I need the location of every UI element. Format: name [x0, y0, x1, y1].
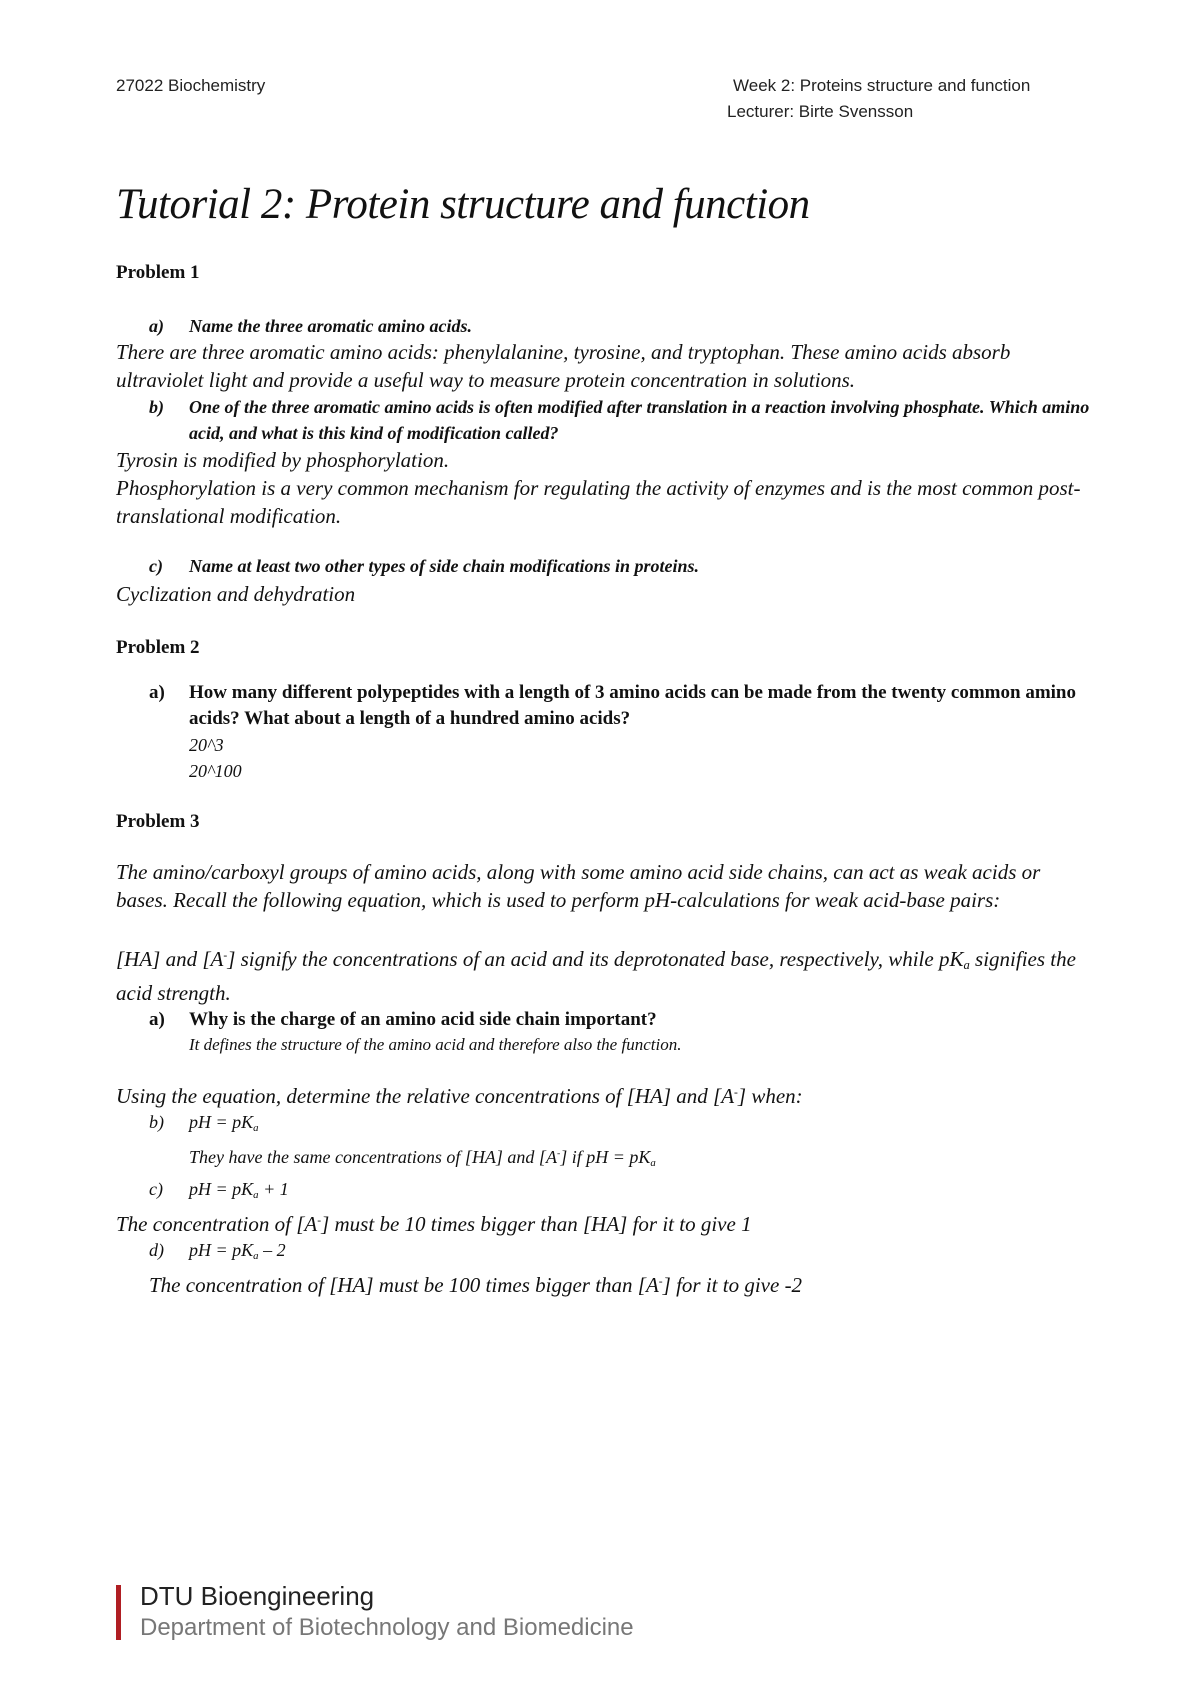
- problem-2-a-answer-1: 20^3: [189, 735, 224, 755]
- item-label: a): [149, 316, 164, 336]
- problem-1-a-answer: There are three aromatic amino acids: phenylalanine, tyrosine, and tryptophan. These amino acids absorb ultraviolet light and provide a useful way to measure protein concentration in solutions.: [116, 340, 1011, 392]
- problem-3-definitions: [HA] and [A-] signify the concentrations of an acid and its deprotonated base, respectively, while $pK_a$ signifies the acid strength.: [116, 947, 1076, 1005]
- problem-2-heading: Problem 2: [116, 637, 200, 658]
- problem-1-c-question: [116, 552, 1096, 580]
- problem-1-b-question: [116, 394, 1096, 446]
- problem-3-d-answer: The concentration of [HA] must be 100 times bigger than [A-] for it to give -2: [149, 1273, 803, 1297]
- problem-2-a-answer-2: 20^100: [189, 761, 242, 781]
- item-label: c): [149, 1179, 163, 1199]
- problem-1-b-answer-2: Phosphorylation is a very common mechanism for regulating the activity of enzymes and is the most common post-translational modification.: [116, 476, 1081, 528]
- problem-3-a-question: [116, 1007, 1096, 1033]
- problem-2-a-question: [116, 680, 1096, 732]
- question-text: One of the three aromatic amino acids is often modified after translation in a reaction involving phosphate. Which amino acid, and what is this kind of modification called?: [189, 397, 1090, 443]
- header-lecturer: Lecturer: Birte Svensson: [727, 102, 914, 121]
- question-text: Why is the charge of an amino acid side chain important?: [189, 1009, 657, 1030]
- page-title: Tutorial 2: Protein structure and function: [116, 181, 810, 228]
- problem-3-c-condition: c) pH = $pK_a + 1$: [116, 1177, 1096, 1207]
- question-text: Name at least two other types of side chain modifications in proteins.: [189, 556, 700, 576]
- footer-accent-bar: [116, 1585, 121, 1640]
- problem-1-c-answer: Cyclization and dehydration: [116, 582, 356, 606]
- item-label: c): [149, 556, 163, 576]
- problem-3-d-condition: d) pH = $pK_a - 2$: [116, 1238, 1096, 1268]
- problem-3-using-equation: Using the equation, determine the relative concentrations of [HA] and [A-] when:: [116, 1084, 803, 1108]
- problem-3-b-answer: They have the same concentrations of [HA] and [A-] if pH = $pK_a$: [189, 1147, 656, 1169]
- problem-1-b-answer-1: Tyrosin is modified by phosphorylation.: [116, 448, 450, 472]
- item-label: d): [149, 1240, 164, 1260]
- problem-3-c-answer: The concentration of [A-] must be 10 times bigger than [HA] for it to give 1: [116, 1212, 752, 1236]
- item-label: a): [149, 682, 165, 703]
- problem-1-a-question: [116, 314, 1096, 338]
- document-body: [116, 262, 1096, 1299]
- problem-3-a-answer: It defines the structure of the amino acid and therefore also the function.: [189, 1035, 682, 1054]
- footer-institution: DTU Bioengineering: [140, 1581, 375, 1611]
- footer-department: Department of Biotechnology and Biomedicine: [140, 1614, 634, 1641]
- header-course: 27022 Biochemistry: [116, 76, 266, 95]
- question-text: Name the three aromatic amino acids.: [189, 316, 472, 336]
- problem-1-heading: Problem 1: [116, 262, 200, 283]
- problem-3-b-condition: b) pH = $pK_a$: [116, 1110, 1096, 1140]
- item-label: a): [149, 1009, 165, 1030]
- question-text: How many different polypeptides with a length of 3 amino acids can be made from the twenty common amino acids? What about a length of a hundred amino acids?: [189, 682, 1076, 729]
- item-label: b): [149, 397, 164, 417]
- header-week: Week 2: Proteins structure and function: [733, 76, 1031, 95]
- problem-3-heading: Problem 3: [116, 811, 200, 832]
- problem-3-intro: The amino/carboxyl groups of amino acids, along with some amino acid side chains, can act as weak acids or bases. Recall the following equation, which is used to perform pH-calculations for weak acid-base pairs:: [116, 860, 1041, 912]
- item-label: b): [149, 1112, 164, 1132]
